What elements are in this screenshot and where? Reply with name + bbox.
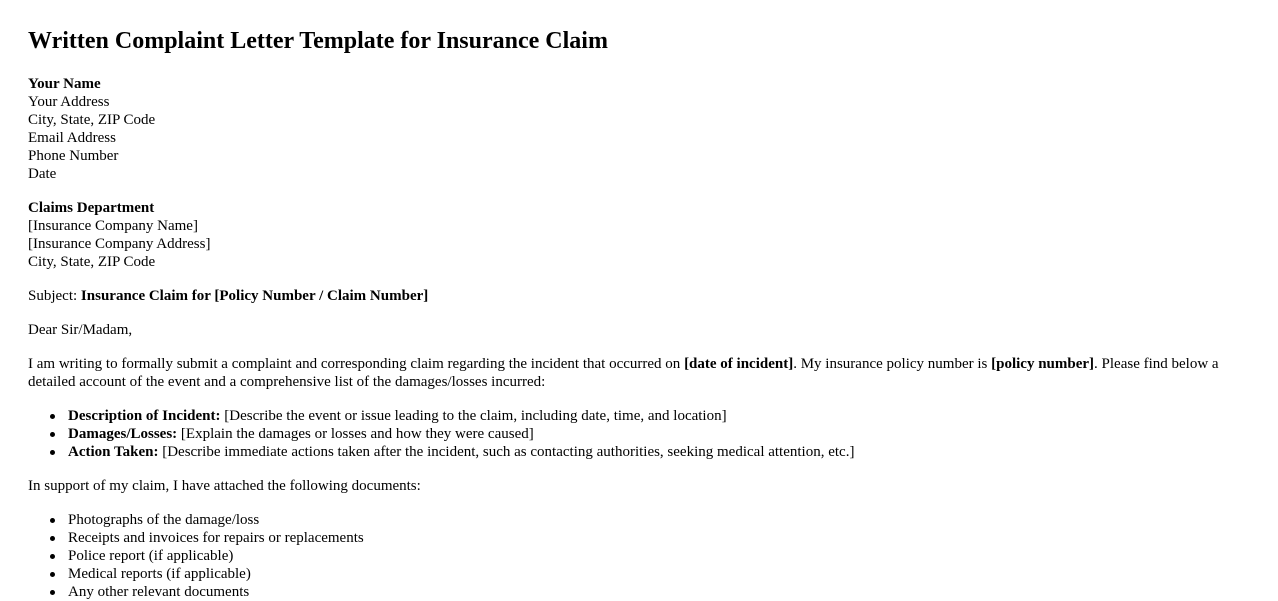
list-item (68, 407, 1256, 425)
sender-block (28, 75, 1256, 183)
bullet-icon (50, 554, 55, 559)
page-title: Written Complaint Letter Template for Insurance Claim (28, 28, 608, 54)
subject-text: Insurance Claim for [Policy Number / Claim Number] (80, 288, 429, 304)
subject-line (28, 287, 1256, 305)
detail-label: Action Taken: (68, 444, 159, 460)
support-paragraph: In support of my claim, I have attached the following documents: (28, 478, 421, 494)
bullet-icon (50, 590, 55, 595)
sender-name: Your Name (28, 76, 101, 92)
detail-text: [Explain the damages or losses and how they were caused] (177, 426, 534, 442)
sender-address: Your Address (28, 94, 110, 110)
list-item (68, 583, 1256, 601)
recipient-company-address: [Insurance Company Address] (28, 236, 211, 252)
bullet-icon (50, 450, 55, 455)
intro-text-1: I am writing to formally submit a complaint and corresponding claim regarding the incident that occurred on (28, 356, 685, 372)
bullet-icon (50, 572, 55, 577)
bullet-icon (50, 518, 55, 523)
list-item (68, 529, 1256, 547)
attachment-text: Medical reports (if applicable) (68, 566, 251, 582)
bullet-icon (50, 432, 55, 437)
bullet-icon (50, 414, 55, 419)
policy-number-placeholder: [policy number] (991, 356, 1095, 372)
attachment-text: Receipts and invoices for repairs or replacements (68, 530, 364, 546)
list-item (68, 547, 1256, 565)
sender-date: Date (28, 166, 57, 182)
subject-label: Subject: (28, 288, 81, 304)
details-list (28, 407, 1256, 461)
detail-text: [Describe immediate actions taken after the incident, such as contacting authorities, seeking medical attention, etc.] (158, 444, 855, 460)
recipient-city-state-zip: City, State, ZIP Code (28, 254, 156, 270)
sender-email: Email Address (28, 130, 116, 146)
intro-paragraph (28, 355, 1256, 391)
attachment-text: Any other relevant documents (68, 584, 250, 600)
attachment-text: Photographs of the damage/loss (68, 512, 260, 528)
list-item (68, 425, 1256, 443)
list-item (68, 565, 1256, 583)
attachment-text: Police report (if applicable) (68, 548, 234, 564)
attachments-list (28, 511, 1256, 601)
intro-text-3: . Please find below a detailed account of the event and a comprehensive list of the damages/losses incurred: (28, 356, 1219, 390)
sender-city-state-zip: City, State, ZIP Code (28, 112, 156, 128)
recipient-department: Claims Department (28, 200, 155, 216)
bullet-icon (50, 536, 55, 541)
intro-text-2: . My insurance policy number is (793, 356, 992, 372)
incident-date-placeholder: [date of incident] (684, 356, 794, 372)
recipient-block (28, 199, 1256, 271)
letter-page (28, 0, 1256, 601)
detail-label: Description of Incident: (68, 408, 221, 424)
list-item (68, 511, 1256, 529)
list-item (68, 443, 1256, 461)
detail-label: Damages/Losses: (68, 426, 178, 442)
salutation: Dear Sir/Madam, (28, 322, 133, 338)
recipient-company-name: [Insurance Company Name] (28, 218, 198, 234)
detail-text: [Describe the event or issue leading to the claim, including date, time, and location] (220, 408, 727, 424)
sender-phone: Phone Number (28, 148, 119, 164)
